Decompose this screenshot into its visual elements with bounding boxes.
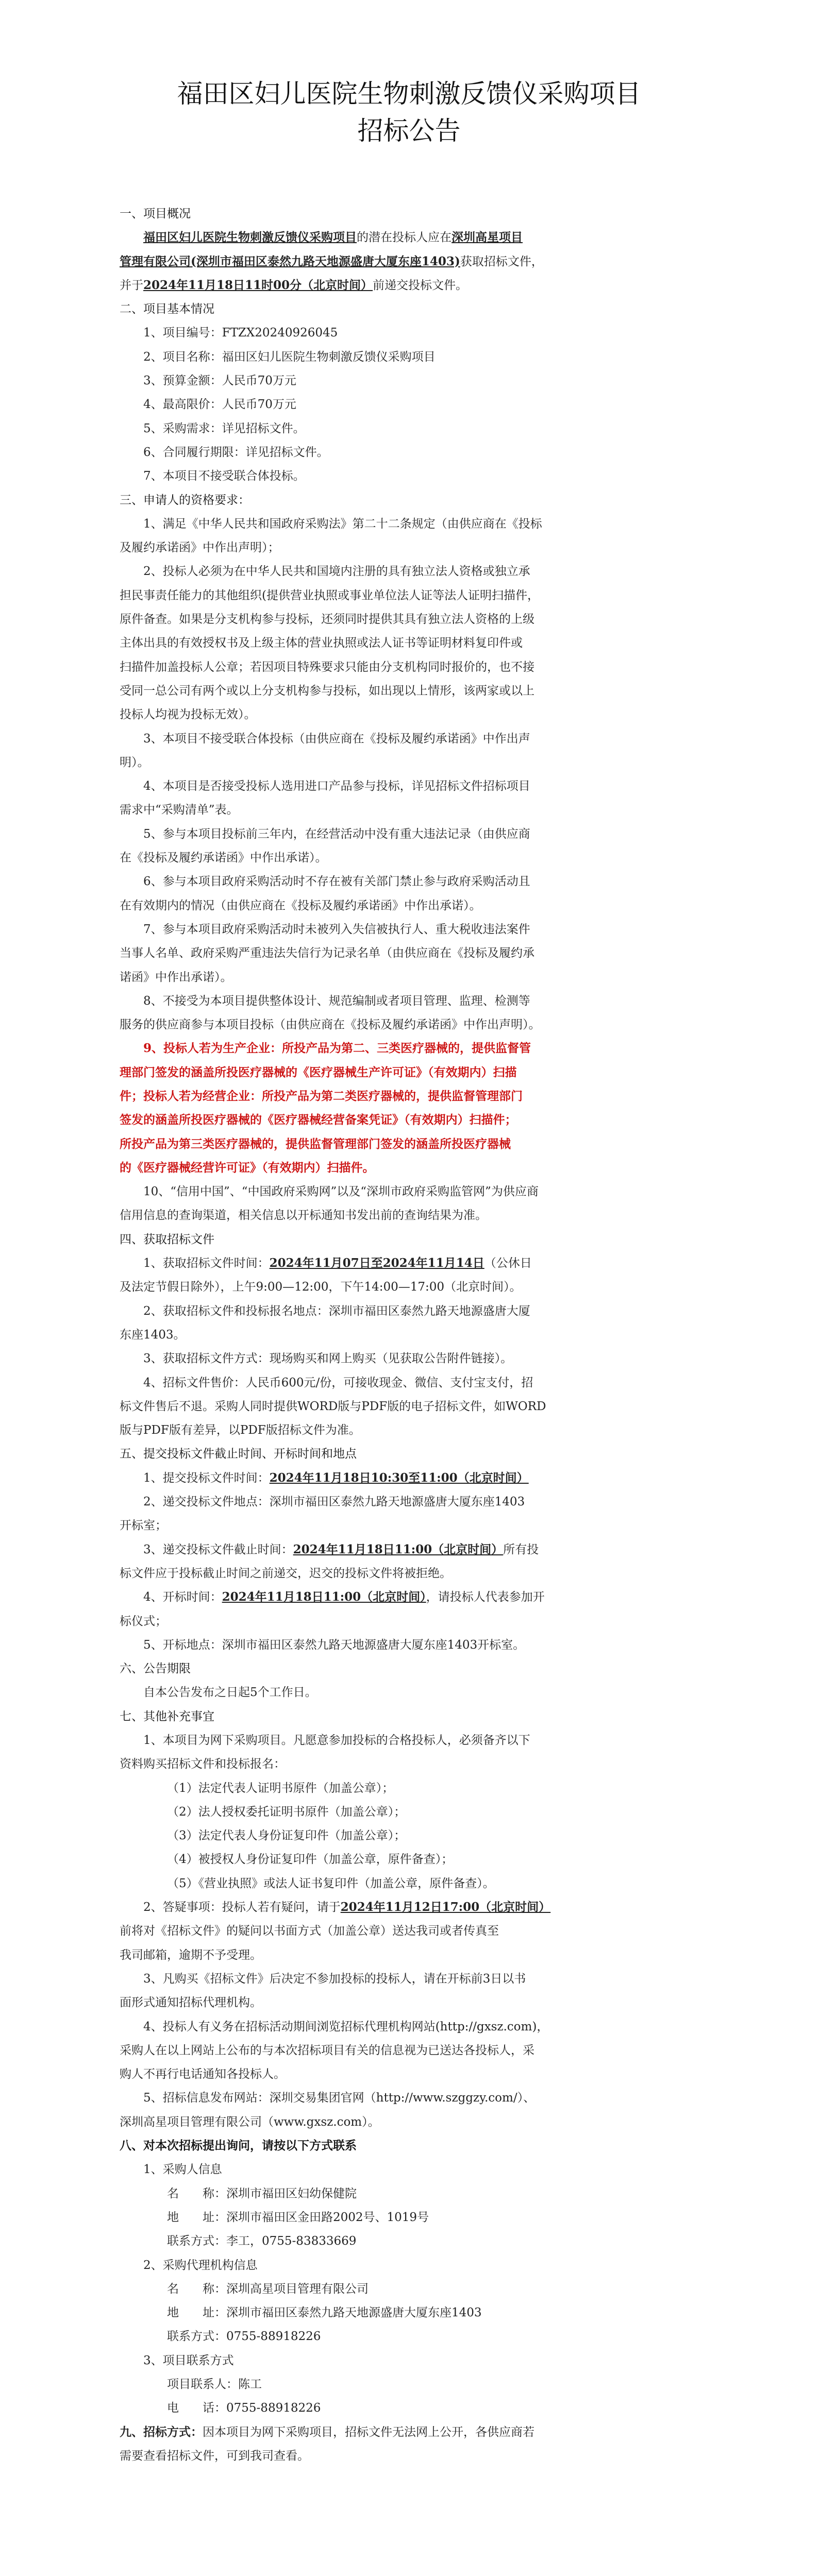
qual-line: 6、参与本项目政府采购活动时不存在被有关部门禁止参与政府采购活动且 xyxy=(143,875,530,889)
purchaser-name: 名 称：深圳市福田区妇幼保健院 xyxy=(167,2187,357,2200)
other-line: 深圳高星项目管理有限公司（www.gxsz.com）。 xyxy=(120,2115,380,2129)
qual-line: 及履约承诺函》中作出声明）； xyxy=(120,541,280,555)
qual-line: 5、参与本项目投标前三年内，在经营活动中没有重大违法记录（由供应商 xyxy=(143,827,530,841)
agent-address: 地 址：深圳市福田区泰然九路天地源盛唐大厦东座1403 xyxy=(167,2306,482,2320)
other-line: 1、本项目为网下采购项目。凡愿意参加投标的合格投标人，必须备齐以下 xyxy=(143,1734,530,1747)
required-doc-item: （3）法定代表人身份证复印件（加盖公章）； xyxy=(167,1829,406,1843)
basic-item: 6、合同履行期限：详见招标文件。 xyxy=(143,445,329,459)
other-line: 3、凡购买《招标文件》后决定不参加投标的投标人，请在开标前3日以书 xyxy=(143,1972,526,1986)
announcement-body xyxy=(120,202,653,2468)
qual-line-highlight: 件；投标人若为经营企业：所投产品为第二类医疗器械的，提供监督管理部门 xyxy=(120,1089,523,1103)
other-line: 面形式通知招标代理机构。 xyxy=(120,1996,262,2010)
purchaser-address: 地 址：深圳市福田区金田路2002号、1019号 xyxy=(167,2210,429,2224)
section-heading-notice-period: 六、公告期限 xyxy=(120,1662,191,1676)
overview-line-2: 管理有限公司(深圳市福田区泰然九路天地源盛唐大厦东座1403)获取招标文件， xyxy=(120,254,543,268)
submit-line: 4、开标时间：2024年11月18日11:00（北京时间），请投标人代表参加开 xyxy=(143,1590,545,1604)
submit-line: 1、提交投标文件时间：2024年11月18日10:30至11:00（北京时间） xyxy=(143,1470,529,1485)
purchaser-phone: 联系方式：李工，0755-83833669 xyxy=(167,2234,357,2248)
qual-line-highlight: 所投产品为第三类医疗器械的，提供监督管理部门签发的涵盖所投医疗器械 xyxy=(120,1137,511,1151)
section-heading-documents: 四、获取招标文件 xyxy=(120,1232,214,1246)
qual-line: 需求中“采购清单”表。 xyxy=(120,803,239,817)
qual-line: 3、本项目不接受联合体投标（由供应商在《投标及履约承诺函》中作出声 xyxy=(143,732,530,745)
doc-line: 版与PDF版有差异，以PDF版招标文件为准。 xyxy=(120,1423,361,1437)
required-doc-item: （1）法定代表人证明书原件（加盖公章）； xyxy=(167,1781,394,1795)
qual-line: 4、本项目是否接受投标人选用进口产品参与投标，详见招标文件招标项目 xyxy=(143,779,530,793)
other-line: 5、招标信息发布网站：深圳交易集团官网（http://www.szggzy.com/）、 xyxy=(143,2091,536,2105)
basic-item: 7、本项目不接受联合体投标。 xyxy=(143,469,305,483)
qual-line-highlight: 的《医疗器械经营许可证》（有效期内）扫描件。 xyxy=(120,1160,375,1175)
section-nine: 九、招标方式：因本项目为网下采购项目，招标文件无法网上公开，各供应商若 xyxy=(120,2425,535,2439)
qual-line: 服务的供应商参与本项目投标（由供应商在《投标及履约承诺函》中作出声明）。 xyxy=(120,1018,541,1032)
section-heading-qualification: 三、申请人的资格要求： xyxy=(120,493,250,507)
submit-line: 2、递交投标文件地点：深圳市福田区泰然九路天地源盛唐大厦东座1403 xyxy=(143,1495,525,1509)
qual-line: 担民事责任能力的其他组织(提供营业执照或事业单位法人证等法人证明扫描件， xyxy=(120,588,539,602)
page-title: 福田区妇儿医院生物刺激反馈仪采购项目 xyxy=(177,79,641,109)
qual-line: 投标人均视为投标无效）。 xyxy=(120,708,256,722)
other-line: 资料购买招标文件和投标报名： xyxy=(120,1757,286,1771)
overview-line-3: 并于2024年11月18日11时00分（北京时间）前递交投标文件。 xyxy=(120,278,468,292)
doc-line: 3、获取招标文件方式：现场购买和网上购买（见获取公告附件链接）。 xyxy=(143,1352,513,1366)
overview-line-1: 福田区妇儿医院生物刺激反馈仪采购项目的潜在投标人应在深圳高星项目 xyxy=(143,230,523,245)
qual-line: 2、投标人必须为在中华人民共和国境内注册的具有独立法人资格或独立承 xyxy=(143,565,530,579)
submit-line: 标文件应于投标截止时间之前递交，迟交的投标文件将被拒绝。 xyxy=(120,1566,452,1580)
other-line: 前将对《招标文件》的疑问以书面方式（加盖公章）送达我司或者传真至 xyxy=(120,1924,499,1938)
doc-line: 及法定节假日除外），上午9:00—12:00，下午14:00—17:00（北京时间）。 xyxy=(120,1280,522,1294)
other-line: 我司邮箱，逾期不予受理。 xyxy=(120,1948,262,1962)
section-heading-contact: 八、对本次招标提出询问，请按以下方式联系 xyxy=(120,2139,357,2153)
contact-subheading: 2、采购代理机构信息 xyxy=(143,2258,258,2272)
qual-line-highlight: 签发的涵盖所投医疗器械的《医疗器械经营备案凭证》（有效期内）扫描件； xyxy=(120,1113,517,1127)
doc-line: 东座1403。 xyxy=(120,1328,186,1342)
agent-phone: 联系方式：0755-88918226 xyxy=(167,2330,321,2344)
qual-line: 1、满足《中华人民共和国政府采购法》第二十二条规定（由供应商在《投标 xyxy=(143,517,542,531)
required-doc-item: （5）《营业执照》或法人证书复印件（加盖公章，原件备查）。 xyxy=(167,1876,495,1890)
contact-subheading: 1、采购人信息 xyxy=(143,2163,222,2177)
qual-line: 8、不接受为本项目提供整体设计、规范编制或者项目管理、监理、检测等 xyxy=(143,994,530,1008)
notice-line: 自本公告发布之日起5个工作日。 xyxy=(143,1686,317,1700)
qual-line: 受同一总公司有两个或以上分支机构参与投标，如出现以上情形，该两家或以上 xyxy=(120,684,535,698)
qual-line: 在有效期内的情况（由供应商在《投标及履约承诺函》中作出承诺）。 xyxy=(120,899,481,912)
agent-name: 名 称：深圳高星项目管理有限公司 xyxy=(167,2282,369,2296)
qual-line-highlight: 9、投标人若为生产企业：所投产品为第二、三类医疗器械的，提供监督管 xyxy=(143,1041,531,1056)
submit-line: 5、开标地点：深圳市福田区泰然九路天地源盛唐大厦东座1403开标室。 xyxy=(143,1638,525,1652)
submit-line: 开标室； xyxy=(120,1519,167,1533)
qual-line: 在《投标及履约承诺函》中作出承诺）。 xyxy=(120,851,327,865)
required-doc-item: （4）被授权人身份证复印件（加盖公章，原件备查）； xyxy=(167,1853,454,1867)
project-contact-person: 项目联系人：陈工 xyxy=(167,2378,262,2392)
other-line: 购人不再行电话通知各投标人。 xyxy=(120,2067,286,2081)
contact-subheading: 3、项目联系方式 xyxy=(143,2353,234,2367)
basic-item: 2、项目名称：福田区妇儿医院生物刺激反馈仪采购项目 xyxy=(143,350,436,364)
basic-item: 4、最高限价：人民币70万元 xyxy=(143,398,296,412)
qual-line: 诺函》中作出承诺）。 xyxy=(120,970,232,984)
basic-item: 1、项目编号：FTZX20240926045 xyxy=(143,326,338,340)
qual-line: 明）。 xyxy=(120,755,149,769)
doc-line: 4、招标文件售价：人民币600元/份，可接收现金、微信、支付宝支付，招 xyxy=(143,1376,533,1389)
doc-line: 2、获取招标文件和投标报名地点：深圳市福田区泰然九路天地源盛唐大厦 xyxy=(143,1304,530,1318)
basic-item: 3、预算金额：人民币70万元 xyxy=(143,374,296,388)
section-heading-method: 九、招标方式： xyxy=(120,2425,203,2439)
basic-item: 5、采购需求：详见招标文件。 xyxy=(143,421,305,435)
section-heading-submission: 五、提交投标文件截止时间、开标时间和地点 xyxy=(120,1447,357,1461)
qual-line: 主体出具的有效授权书及上级主体的营业执照或法人证书等证明材料复印件或 xyxy=(120,636,523,650)
doc-line: 1、获取招标文件时间：2024年11月07日至2024年11月14日（公休日 xyxy=(143,1256,532,1270)
qual-line: 7、参与本项目政府采购活动时未被列入失信被执行人、重大税收违法案件 xyxy=(143,922,530,936)
qual-line: 扫描件加盖投标人公章；若因项目特殊要求只能由分支机构同时报价的，也不接 xyxy=(120,660,535,674)
other-line: 采购人在以上网站上公布的与本次招标项目有关的信息视为已送达各投标人，采 xyxy=(120,2043,535,2057)
project-contact-phone: 电 话：0755-88918226 xyxy=(167,2401,321,2415)
doc-line: 标文件售后不退。采购人同时提供WORD版与PDF版的电子招标文件，如WORD xyxy=(120,1399,546,1413)
submit-line: 3、递交投标文件截止时间：2024年11月18日11:00（北京时间）所有投 xyxy=(143,1542,539,1556)
qual-line: 当事人名单、政府采购严重违法失信行为记录名单（由供应商在《投标及履约承 xyxy=(120,946,535,960)
required-doc-item: （2）法人授权委托证明书原件（加盖公章）； xyxy=(167,1805,406,1819)
qual-line-highlight: 理部门签发的涵盖所投医疗器械的《医疗器械生产许可证》（有效期内）扫描 xyxy=(120,1065,517,1079)
qual-line: 原件备查。如果是分支机构参与投标，还须同时提供其具有独立法人资格的上级 xyxy=(120,613,535,626)
other-line: 2、答疑事项：投标人若有疑问，请于2024年11月12日17:00（北京时间） xyxy=(143,1900,551,1914)
qual-line: 信用信息的查询渠道，相关信息以开标通知书发出前的查询结果为准。 xyxy=(120,1209,487,1223)
section-heading-basic: 二、项目基本情况 xyxy=(120,302,214,316)
qual-line: 10、“信用中国”、“中国政府采购网”以及“深圳市政府采购监管网”为供应商 xyxy=(143,1185,539,1199)
section-nine-line2: 需要查看招标文件，可到我司查看。 xyxy=(120,2449,309,2463)
section-heading-overview: 一、项目概况 xyxy=(120,207,191,221)
other-line: 4、投标人有义务在招标活动期间浏览招标代理机构网站(http://gxsz.com)， xyxy=(143,2020,549,2033)
submit-line: 标仪式； xyxy=(120,1614,167,1628)
section-heading-other: 七、其他补充事宜 xyxy=(120,1709,214,1723)
page-subtitle: 招标公告 xyxy=(357,116,461,146)
